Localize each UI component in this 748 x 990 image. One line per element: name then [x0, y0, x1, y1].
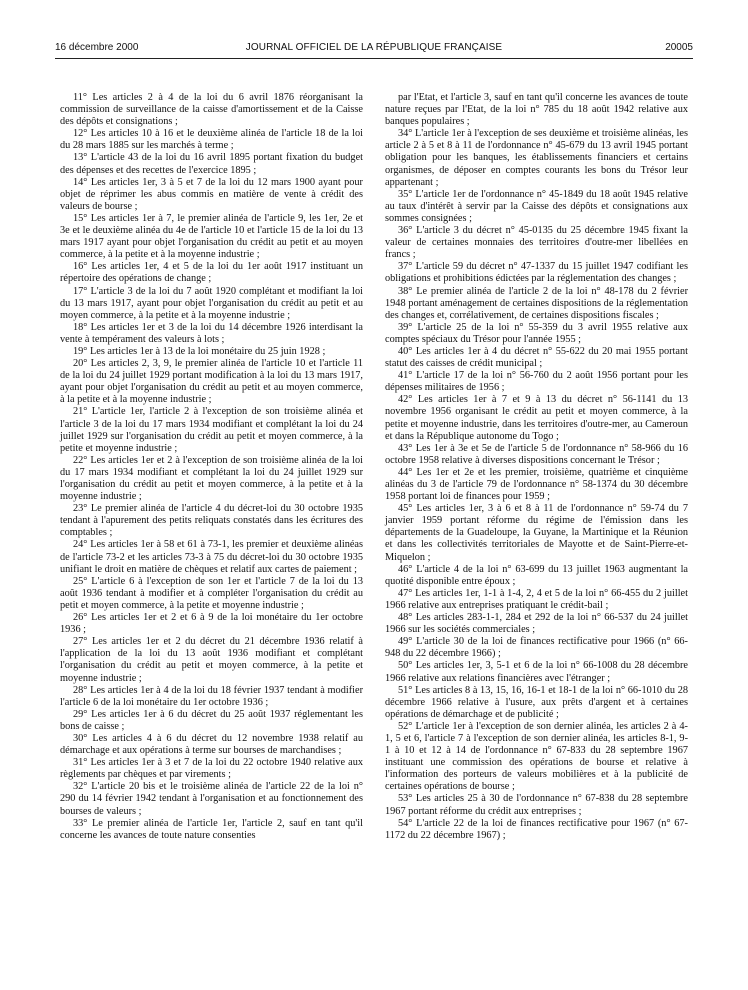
article-item: 52° L'article 1er à l'exception de son dernier alinéa, les articles 2 à 4-1, 5 et 6, l'article 7 à l'exception de son dernier alinéa, les articles 8-1, 9-1 à 10 et 12 à 14 de l'ordonnance n° 67-833 du 28 septembre 1967 instituant une commission des opérations de bourse et relative à l'information des porteurs de valeurs mobilières et à la publicité de certaines opérations de bourse ;: [385, 720, 688, 793]
article-item: 46° L'article 4 de la loi n° 63-699 du 13 juillet 1963 augmentant la quotité disponible entre époux ;: [385, 563, 688, 587]
article-item: 44° Les 1er et 2e et les premier, troisième, quatrième et cinquième alinéas du 3 de l'article 79 de l'ordonnance n° 58-1374 du 30 décembre 1958 portant loi de finances pour 1959 ;: [385, 466, 688, 503]
header-title: JOURNAL OFFICIEL DE LA RÉPUBLIQUE FRANÇAISE: [245, 42, 503, 53]
article-item: 54° L'article 22 de la loi de finances rectificative pour 1967 (n° 67-1172 du 22 décembre 1967) ;: [385, 817, 688, 841]
article-item: 53° Les articles 25 à 30 de l'ordonnance n° 67-838 du 28 septembre 1967 portant réforme du crédit aux entreprises ;: [385, 793, 688, 817]
article-item: 30° Les articles 4 à 6 du décret du 12 novembre 1938 relatif au démarchage et aux opérations à terme sur bourses de marchandises ;: [60, 732, 363, 757]
header-rule: [55, 58, 693, 59]
article-item: 33° Le premier alinéa de l'article 1er, l'article 2, sauf en tant qu'il concerne les avances de toute nature consenties: [60, 817, 363, 841]
article-item: 50° Les articles 1er, 3, 5-1 et 6 de la loi n° 66-1008 du 28 décembre 1966 relative aux relations financières avec l'étranger ;: [385, 660, 688, 684]
article-item: 41° L'article 17 de la loi n° 56-760 du 2 août 1956 portant pour les dépenses militaires de 1956 ;: [385, 370, 688, 394]
article-item: 23° Le premier alinéa de l'article 4 du décret-loi du 30 octobre 1935 tendant à l'apurement des petits reliquats constatés dans les écritures des comptables ;: [60, 503, 363, 539]
article-item: 45° Les articles 1er, 3 à 6 et 8 à 11 de l'ordonnance n° 59-74 du 7 janvier 1959 portant réforme du régime de l'émission dans les départements de la Guadeloupe, la Guyane, la Martinique et la Réunion et dans les collectivités territoriales de Mayotte et de Saint-Pierre-et-Miquelon ;: [385, 503, 688, 563]
article-item: 32° L'article 20 bis et le troisième alinéa de l'article 22 de la loi n° 290 du 14 février 1942 tendant à l'organisation et au fonctionnement des bourses de valeurs ;: [60, 781, 363, 817]
article-item: 12° Les articles 10 à 16 et le deuxième alinéa de l'article 18 de la loi du 28 mars 1885 sur les marchés à terme ;: [60, 128, 363, 152]
article-item: 21° L'article 1er, l'article 2 à l'exception de son troisième alinéa et l'article 3 de la loi du 17 mars 1934 modifiant et complétant la loi du 24 juillet 1929 sur l'organisation du crédit au petit et moyen commerce, à la petite et moyenne industrie ;: [60, 406, 363, 454]
article-item: 31° Les articles 1er à 3 et 7 de la loi du 22 octobre 1940 relative aux règlements par chèques et par virements ;: [60, 757, 363, 781]
right-column: [385, 92, 688, 842]
article-item: 48° Les articles 283-1-1, 284 et 292 de la loi n° 66-537 du 24 juillet 1966 sur les sociétés commerciales ;: [385, 612, 688, 636]
article-item: 40° Les articles 1er à 4 du décret n° 55-622 du 20 mai 1955 portant statut des caisses de crédit municipal ;: [385, 345, 688, 370]
article-item: 49° L'article 30 de la loi de finances rectificative pour 1966 (n° 66-948 du 22 décembre 1966) ;: [385, 636, 688, 660]
article-item: 43° Les 1er à 3e et 5e de l'article 5 de l'ordonnance n° 58-966 du 16 octobre 1958 relative à diverses dispositions concernant le Trésor ;: [385, 442, 688, 466]
article-item: 29° Les articles 1er à 6 du décret du 25 août 1937 réglementant les bons de caisse ;: [60, 708, 363, 732]
article-item: 13° L'article 43 de la loi du 16 avril 1895 portant fixation du budget des dépenses et des recettes de l'exercice 1895 ;: [60, 152, 363, 176]
article-item: 27° Les articles 1er et 2 du décret du 21 décembre 1936 relatif à l'application de la loi du 13 août 1936 modifiant et complétant l'organisation du crédit au petit et moyen commerce, à la petite et moyenne industrie ;: [60, 636, 363, 684]
article-item: 36° L'article 3 du décret n° 45-0135 du 25 décembre 1945 fixant la valeur de certaines monnaies des territoires d'outre-mer libellées en francs ;: [385, 225, 688, 261]
article-item: 22° Les articles 1er et 2 à l'exception de son troisième alinéa de la loi du 17 mars 1934 modifiant et complétant la loi du 24 juillet 1929 sur l'organisation du crédit au petit et moyen commerce, à la petite et à la moyenne industrie ;: [60, 454, 363, 503]
article-item: 24° Les articles 1er à 58 et 61 à 73-1, les premier et deuxième alinéas de l'article 73-2 et les articles 73-3 à 75 du décret-loi du 30 octobre 1935 unifiant le droit en matière de chèques et relatif aux cartes de paiement ;: [60, 539, 363, 575]
article-item: 14° Les articles 1er, 3 à 5 et 7 de la loi du 12 mars 1900 ayant pour objet de réprimer les abus commis en matière de vente à crédit des valeurs de bourse ;: [60, 176, 363, 212]
article-item: 20° Les articles 2, 3, 9, le premier alinéa de l'article 10 et l'article 11 de la loi du 24 juillet 1929 portant modification à la loi du 13 mars 1917, ayant pour objet l'organisation du crédit au petit et au moyen commerce, à la petite et à la moyenne industrie ;: [60, 358, 363, 406]
article-item: 15° Les articles 1er à 7, le premier alinéa de l'article 9, les 1er, 2e et 3e et le deuxième alinéa du 4e de l'article 10 et l'article 15 de la loi du 13 mars 1917 ayant pour objet l'organisation du crédit au petit et au moyen commerce, à la petite et à la moyenne industrie ;: [60, 212, 363, 261]
article-item: 11° Les articles 2 à 4 de la loi du 6 avril 1876 réorganisant la commission de surveillance de la caisse d'amortissement et de la Caisse des dépôts et consignations ;: [60, 92, 363, 128]
article-item: 26° Les articles 1er et 2 et 6 à 9 de la loi monétaire du 1er octobre 1936 ;: [60, 612, 363, 636]
page-header: [55, 40, 693, 56]
article-item: par l'Etat, et l'article 3, sauf en tant qu'il concerne les avances de toute nature reçues par l'Etat, de la loi n° 785 du 18 août 1942 relative aux banques populaires ;: [385, 92, 688, 128]
article-item: 18° Les articles 1er et 3 de la loi du 14 décembre 1926 interdisant la vente à tempérament des valeurs à lots ;: [60, 321, 363, 345]
article-item: 34° L'article 1er à l'exception de ses deuxième et troisième alinéas, les article 2 à 5 et 8 à 11 de l'ordonnance n° 45-679 du 13 avril 1945 portant obligation pour les banques, les établissements financiers et certains organismes, de déposer en comptes courants les bons du Trésor leur appartenant ;: [385, 128, 688, 188]
article-item: 19° Les articles 1er à 13 de la loi monétaire du 25 juin 1928 ;: [73, 345, 326, 357]
article-item: 17° L'article 3 de la loi du 7 août 1920 complétant et modifiant la loi du 13 mars 1917, ayant pour objet l'organisation du crédit au petit et au moyen commerce, à la petite et à la moyenne industrie ;: [60, 285, 363, 321]
article-item: 35° L'article 1er de l'ordonnance n° 45-1849 du 18 août 1945 relative au taux d'intérêt à servir par la Caisse des dépôts et consignations aux sommes consignées ;: [385, 188, 688, 224]
header-page-number: 20005: [665, 42, 693, 53]
article-item: 37° L'article 59 du décret n° 47-1337 du 15 juillet 1947 codifiant les obligations et prohibitions édictées par la réglementation des changes ;: [385, 261, 688, 285]
article-item: 16° Les articles 1er, 4 et 5 de la loi du 1er août 1917 instituant un répertoire des opérations de change ;: [60, 261, 363, 285]
article-item: 47° Les articles 1er, 1-1 à 1-4, 2, 4 et 5 de la loi n° 66-455 du 2 juillet 1966 relative aux entreprises pratiquant le crédit-bail ;: [385, 587, 688, 611]
article-item: 51° Les articles 8 à 13, 15, 16, 16-1 et 18-1 de la loi n° 66-1010 du 28 décembre 1966 relative à l'usure, aux prêts d'argent et à certaines opérations de démarchage et de publicité ;: [385, 684, 688, 720]
article-item: 42° Les articles 1er à 7 et 9 à 13 du décret n° 56-1141 du 13 novembre 1956 organisant le crédit au petit et moyen commerce, à la petite et moyenne industrie, dans les territoires d'outre-mer, au Cameroun et dans la République autonome du Togo ;: [385, 394, 688, 442]
article-item: 38° Le premier alinéa de l'article 2 de la loi n° 48-178 du 2 février 1948 portant aménagement de certaines dispositions de la réglementation des changes et, corrélativement, de certaines dispositions fiscales ;: [385, 285, 688, 321]
article-item: 25° L'article 6 à l'exception de son 1er et l'article 7 de la loi du 13 août 1936 tendant à modifier et à compléter l'organisation du crédit au petit et moyen commerce, à la petite et moyenne industrie ;: [60, 575, 363, 611]
left-column: [60, 92, 363, 842]
article-item: 28° Les articles 1er à 4 de la loi du 18 février 1937 tendant à modifier l'article 6 de la loi monétaire du 1er octobre 1936 ;: [60, 684, 363, 708]
header-date: 16 décembre 2000: [55, 42, 139, 53]
article-item: 39° L'article 25 de la loi n° 55-359 du 3 avril 1955 relative aux comptes spéciaux du Trésor pour l'année 1955 ;: [385, 321, 688, 345]
